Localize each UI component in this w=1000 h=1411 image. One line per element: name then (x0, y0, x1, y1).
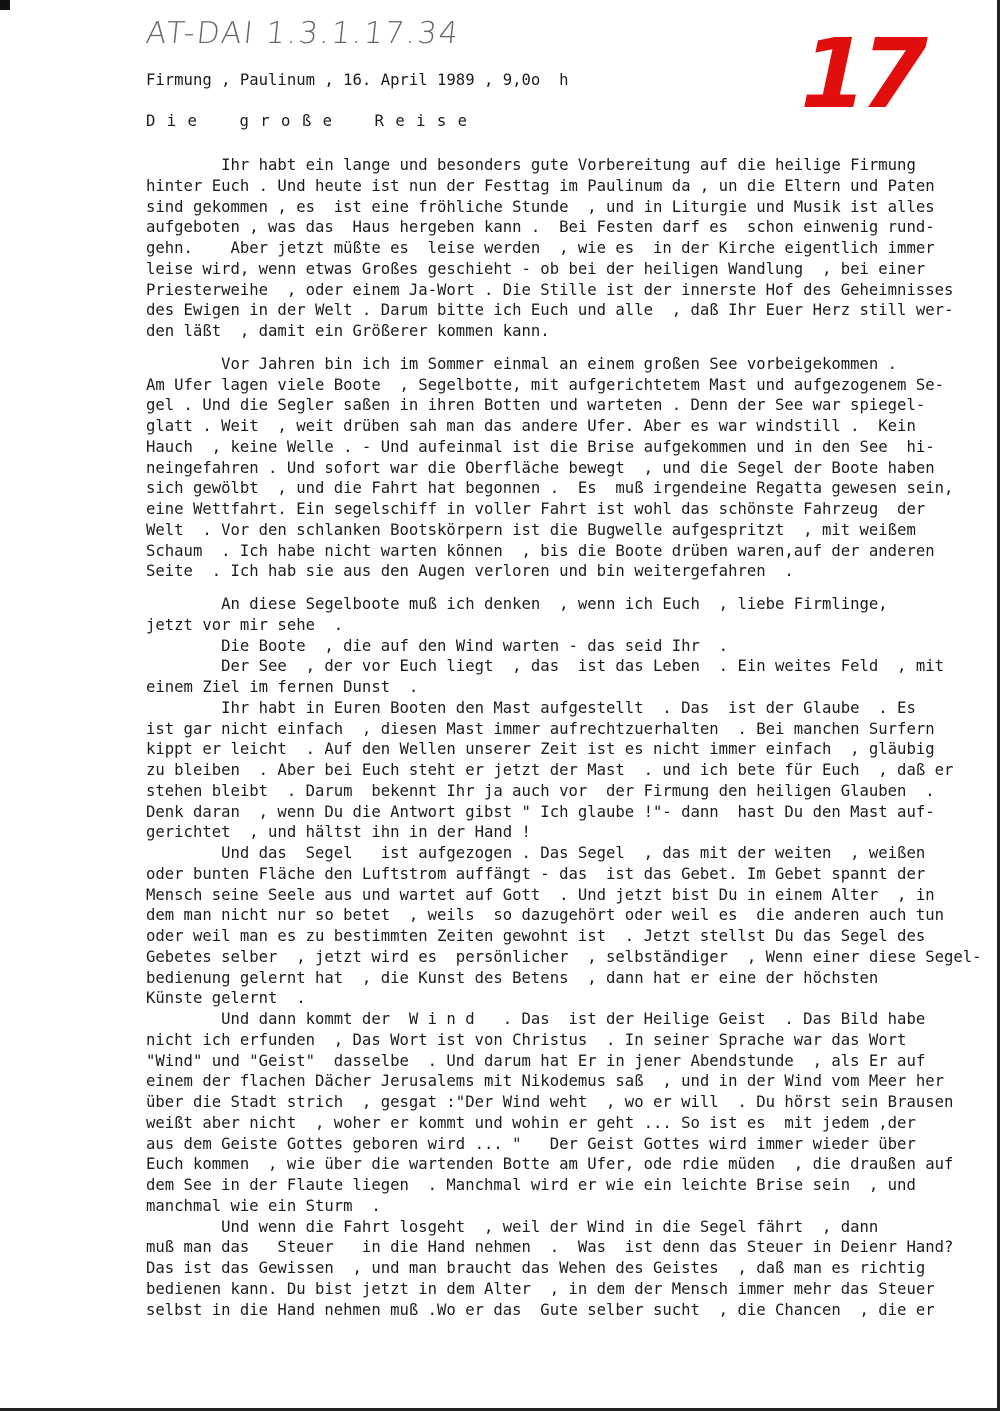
text-line: sind gekommen , es ist eine fröhliche Stunde , und in Liturgie und Musik ist alles (146, 198, 935, 216)
text-line: manchmal wie ein Sturm . (146, 1197, 381, 1215)
text-line: bedienen kann. Du bist jetzt in dem Alter , in dem der Mensch immer mehr das Steuer (146, 1280, 935, 1298)
text-line: nicht ich erfunden , Das Wort ist von Christus . In seiner Sprache war das Wort (146, 1031, 907, 1049)
text-line: Gebetes selber , jetzt wird es persönlicher , selbständiger , Wenn einer diese Segel- (146, 948, 982, 966)
text-line: Ihr habt ein lange und besonders gute Vorbereitung auf die heilige Firmung (146, 156, 916, 174)
scan-corner-mark (0, 0, 10, 10)
text-line: muß man das Steuer in die Hand nehmen . Was ist denn das Steuer in Deienr Hand? (146, 1238, 954, 1256)
text-line: Der See , der vor Euch liegt , das ist das Leben . Ein weites Feld , mit (146, 657, 944, 675)
text-line: gerichtet , und hältst ihn in der Hand ! (146, 823, 531, 841)
text-line: Ihr habt in Euren Booten den Mast aufgestellt . Das ist der Glaube . Es (146, 699, 916, 717)
text-line: einem der flachen Dächer Jerusalems mit Nikodemus saß , und in der Wind vom Meer her (146, 1072, 944, 1090)
text-line: Vor Jahren bin ich im Sommer einmal an einem großen See vorbeigekommen . (146, 355, 898, 373)
text-line: jetzt vor mir sehe . (146, 616, 344, 634)
text-line: Euch kommen , wie über die wartenden Botte am Ufer, ode rdie müden , die draußen auf (146, 1155, 954, 1173)
text-line: oder weil man es zu bestimmten Zeiten gewohnt ist . Jetzt stellst Du das Segel des (146, 927, 926, 945)
text-line: eine Wettfahrt. Ein segelschiff in voller Fahrt ist wohl das schönste Fahrzeug der (146, 500, 926, 518)
text-line: zu bleiben . Aber bei Euch steht er jetzt der Mast . und ich bete für Euch , daß er (146, 761, 954, 779)
text-line: Das ist das Gewissen , und man braucht das Wehen des Geistes , daß man es richtig (146, 1259, 926, 1277)
document-header: Firmung , Paulinum , 16. April 1989 , 9,0o h (146, 71, 569, 89)
text-line: den läßt , damit ein Größerer kommen kann. (146, 322, 550, 340)
text-line: neingefahren . Und sofort war die Oberfläche bewegt , und die Segel der Boote haben (146, 459, 935, 477)
text-line: leise wird, wenn etwas Großes geschieht - ob bei der heiligen Wandlung , bei einer (146, 260, 926, 278)
text-line: Schaum . Ich habe nicht warten können , bis die Boote drüben waren,auf der anderen (146, 542, 935, 560)
text-line: Denk daran , wenn Du die Antwort gibst " Ich glaube !"- dann hast Du den Mast auf- (146, 803, 935, 821)
text-line: aufgeboten , was das Haus hergeben kann . Bei Festen darf es schon einwenig rund- (146, 218, 935, 236)
text-line: gel . Und die Segler saßen in ihren Botten und warteten . Denn der See war spiegel- (146, 396, 926, 414)
text-line: stehen bleibt . Darum bekennt Ihr ja auch vor der Firmung den heiligen Glauben . (146, 782, 935, 800)
text-line: Hauch , keine Welle . - Und aufeinmal ist die Brise aufgekommen und in den See hi- (146, 438, 935, 456)
text-line: dem See in der Flaute liegen . Manchmal wird er wie ein leichte Brise sein , und (146, 1176, 916, 1194)
text-line: Und dann kommt der W i n d . Das ist der Heilige Geist . Das Bild habe (146, 1010, 926, 1028)
text-line: dem man nicht nur so betet , weils so dazugehört oder weil es die anderen auch tun (146, 906, 944, 924)
text-line: einem Ziel im fernen Dunst . (146, 678, 419, 696)
text-line: gehn. Aber jetzt müßte es leise werden , wie es in der Kirche eigentlich immer (146, 239, 935, 257)
text-line: oder bunten Fläche den Luftstrom auffängt - das ist das Gebet. Im Gebet spannt der (146, 865, 926, 883)
document-title: D i e g r o ß e R e i s e (146, 112, 469, 130)
text-line: über die Stadt strich , gesgat :"Der Wind weht , wo er will . Du hörst sein Brausen (146, 1093, 954, 1111)
text-line: Seite . Ich hab sie aus den Augen verloren und bin weitergefahren . (146, 562, 794, 580)
text-line: kippt er leicht . Auf den Wellen unserer Zeit ist es nicht immer einfach , gläubig (146, 740, 935, 758)
text-line: Die Boote , die auf den Wind warten - das seid Ihr . (146, 637, 729, 655)
text-line: An diese Segelboote muß ich denken , wenn ich Euch , liebe Firmlinge, (146, 595, 888, 613)
text-line: Welt . Vor den schlanken Bootskörpern ist die Bugwelle aufgespritzt , mit weißem (146, 521, 916, 539)
text-line: bedienung gelernt hat , die Kunst des Betens , dann hat er eine der höchsten (146, 969, 879, 987)
text-line: Künste gelernt . (146, 989, 306, 1007)
text-line: Mensch seine Seele aus und wartet auf Gott . Und jetzt bist Du in einem Alter , in (146, 886, 935, 904)
text-line: glatt . Weit , weit drüben sah man das andere Ufer. Aber es war windstill . Kein (146, 417, 916, 435)
page-number-stamp: 17 (788, 18, 934, 130)
text-line: "Wind" und "Geist" dasselbe . Und darum hat Er in jener Abendstunde , als Er auf (146, 1052, 926, 1070)
text-line: weißt aber nicht , woher er kommt und wohin er geht ... So ist es mit jedem ,der (146, 1114, 916, 1132)
text-line: sich gewölbt , und die Fahrt hat begonnen . Es muß irgendeine Regatta gewesen sein, (146, 479, 954, 497)
text-line: selbst in die Hand nehmen muß .Wo er das Gute selber sucht , die Chancen , die er (146, 1301, 935, 1319)
archive-reference: AT-DAI 1.3.1.17.34 (144, 16, 462, 51)
text-line: ist gar nicht einfach , diesen Mast immer aufrechtzuerhalten . Bei manchen Surfern (146, 720, 935, 738)
text-line: aus dem Geiste Gottes geboren wird ... " Der Geist Gottes wird immer wieder über (146, 1135, 916, 1153)
text-line: Und das Segel ist aufgezogen . Das Segel , das mit der weiten , weißen (146, 844, 926, 862)
text-line: Und wenn die Fahrt losgeht , weil der Wind in die Segel fährt , dann (146, 1218, 879, 1236)
text-line: hinter Euch . Und heute ist nun der Festtag im Paulinum da , un die Eltern und Paten (146, 177, 935, 195)
text-line: Priesterweihe , oder einem Ja-Wort . Die Stille ist der innerste Hof des Geheimnisses (146, 281, 954, 299)
text-line: des Ewigen in der Welt . Darum bitte ich Euch und alle , daß Ihr Euer Herz still wer- (146, 301, 954, 319)
text-line: Am Ufer lagen viele Boote , Segelbotte, mit aufgerichtetem Mast und aufgezogenem Se- (146, 376, 944, 394)
